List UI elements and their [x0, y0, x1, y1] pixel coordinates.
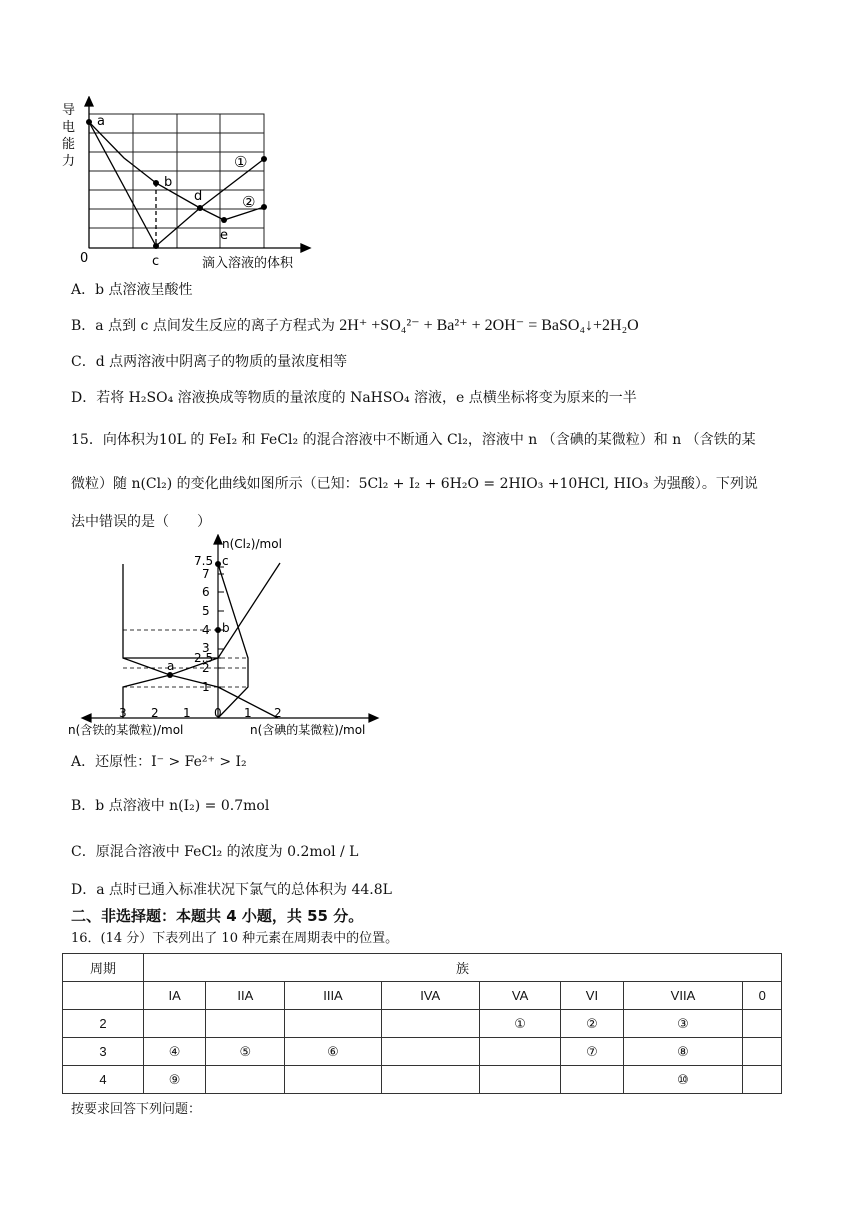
- fig1-curve-label-2: ②: [242, 193, 256, 211]
- table-cell: [743, 1066, 782, 1094]
- conductivity-figure: [60, 96, 320, 276]
- fig2-ytick: 4: [202, 623, 210, 637]
- table-cell: [285, 1010, 381, 1038]
- fig2-point-b: b: [222, 621, 230, 635]
- table-row: [63, 1066, 782, 1094]
- fig2-xtick-right: 1: [244, 706, 252, 720]
- header-group: 族: [144, 954, 782, 982]
- fig2-axes: [82, 535, 378, 722]
- group-label: IIA: [206, 982, 285, 1010]
- q16-intro: 16．(14 分）下表列出了 10 种元素在周期表中的位置。: [71, 931, 399, 946]
- q15-stem-line1: 15．向体积为10L 的 FeI₂ 和 FeCl₂ 的混合溶液中不断通入 Cl₂，溶液中 n （含碘的某微粒）和 n （含铁的某: [71, 432, 756, 448]
- table-cell: [479, 1066, 560, 1094]
- table-cell: ④: [144, 1038, 206, 1066]
- q15-option-a: A．还原性：I⁻ > Fe²⁺ > I₂: [71, 754, 247, 770]
- fig1-ylabel-char: 力: [62, 154, 76, 169]
- fig2-ytick: 2: [202, 661, 210, 675]
- table-cell: [743, 1038, 782, 1066]
- table-cell: ③: [623, 1010, 743, 1038]
- table-cell: [285, 1066, 381, 1094]
- q16-footer: 按要求回答下列问题：: [71, 1102, 202, 1117]
- section-heading: 二、非选择题：本题共 4 小题，共 55 分。: [71, 907, 364, 925]
- table-cell: ⑤: [206, 1038, 285, 1066]
- fig1-ylabel-char: 导: [62, 103, 76, 118]
- period-label: 4: [63, 1066, 144, 1094]
- fig2-ytick: 2.5: [194, 651, 214, 665]
- fig2-ytick: 5: [202, 604, 210, 618]
- table-cell: ⑥: [285, 1038, 381, 1066]
- table-cell: ①: [479, 1010, 560, 1038]
- group-label: IVA: [381, 982, 479, 1010]
- fig2-iron-curve: [123, 564, 170, 718]
- fig2-xlabel-left: n(含铁的某微粒)/mol: [68, 723, 184, 737]
- period-label: 3: [63, 1038, 144, 1066]
- table-cell: [381, 1010, 479, 1038]
- q15-option-c: C．原混合溶液中 FeCl₂ 的浓度为 0.2mol / L: [71, 844, 359, 860]
- table-row: [63, 1038, 782, 1066]
- fig1-point-b: b: [164, 175, 173, 190]
- fig1-xlabel: 滴入溶液的体积: [202, 256, 294, 271]
- table-cell: ②: [561, 1010, 623, 1038]
- fig1-point-e: e: [220, 228, 228, 243]
- fig1-origin: 0: [80, 251, 89, 266]
- fig2-xtick-right: 2: [274, 706, 282, 720]
- table-cell: [381, 1038, 479, 1066]
- fig1-ylabel-char: 电: [62, 120, 76, 135]
- q14-option-b-text: B．a 点到 c 点间发生反应的离子方程式为: [71, 318, 335, 334]
- fig1-point-d: d: [194, 189, 203, 204]
- fig2-ytick: 7.5: [194, 554, 214, 568]
- fig2-point-c: c: [222, 554, 229, 568]
- group-label: VA: [479, 982, 560, 1010]
- fig1-axes: [85, 97, 310, 252]
- q14-option-a: A．b 点溶液呈酸性: [71, 282, 193, 298]
- fig2-xlabel-right: n(含碘的某微粒)/mol: [250, 723, 366, 737]
- fig2-xtick-right: 0: [214, 706, 222, 720]
- fig2-ytick-labels: [194, 554, 213, 694]
- fig2-xtick-left: 3: [119, 706, 127, 720]
- header-period: 周期: [63, 954, 144, 982]
- q15-option-d: D．a 点时已通入标准状况下氯气的总体积为 44.8L: [71, 882, 392, 898]
- period-label: 2: [63, 1010, 144, 1038]
- chlorine-figure: [66, 534, 386, 738]
- table-row: [63, 1010, 782, 1038]
- group-label: IIIA: [285, 982, 381, 1010]
- q14-option-b: [71, 316, 639, 336]
- q15-option-b: B．b 点溶液中 n(I₂) = 0.7mol: [71, 798, 270, 814]
- fig2-xtick-left: 2: [151, 706, 159, 720]
- table-header-row: [63, 954, 782, 982]
- table-cell: [206, 1066, 285, 1094]
- fig2-ylabel: n(Cl₂)/mol: [222, 537, 282, 551]
- fig2-ytick: 1: [202, 680, 210, 694]
- table-groups-row: [63, 982, 782, 1010]
- table-cell: [144, 1010, 206, 1038]
- q15-stem-line2: 微粒）随 n(Cl₂) 的变化曲线如图所示（已知：5Cl₂ + I₂ + 6H₂O = 2HIO₃ +10HCl, HIO₃ 为强酸）。下列说: [71, 476, 758, 492]
- q14-option-c: C．d 点两溶液中阴离子的物质的量浓度相等: [71, 354, 348, 370]
- group-label: 0: [743, 982, 782, 1010]
- group-label: VI: [561, 982, 623, 1010]
- group-label: VIIA: [623, 982, 743, 1010]
- fig2-ytick: 7: [202, 567, 210, 581]
- fig2-point-a: a: [167, 659, 175, 673]
- table-cell: [561, 1066, 623, 1094]
- fig1-point-c: c: [152, 254, 160, 269]
- table-cell: [743, 1010, 782, 1038]
- table-cell: [63, 982, 144, 1010]
- table-cell: ⑦: [561, 1038, 623, 1066]
- fig2-iodine-curve-2: [218, 563, 280, 658]
- periodic-table: [62, 953, 782, 1094]
- fig1-ylabel-char: 能: [62, 137, 76, 152]
- table-cell: ⑧: [623, 1038, 743, 1066]
- table-cell: [206, 1010, 285, 1038]
- fig1-curve-label-1: ①: [234, 153, 248, 171]
- fig2-xtick-left: 1: [183, 706, 191, 720]
- q14-option-b-equation: 2H⁺ +SO₄²⁻ + Ba²⁺ + 2OH⁻ = BaSO₄↓+2H₂O: [339, 317, 639, 334]
- table-cell: ⑩: [623, 1066, 743, 1094]
- table-cell: [381, 1066, 479, 1094]
- table-cell: ⑨: [144, 1066, 206, 1094]
- group-label: IA: [144, 982, 206, 1010]
- q14-option-d: D．若将 H₂SO₄ 溶液换成等物质的量浓度的 NaHSO₄ 溶液，e 点横坐标将变为原来的一半: [71, 390, 637, 406]
- q15-stem-line3: 法中错误的是（ ）: [71, 514, 211, 530]
- fig1-point-a: a: [97, 114, 105, 129]
- fig2-ytick: 6: [202, 585, 210, 599]
- fig2-ytick: 3: [202, 641, 210, 655]
- table-cell: [479, 1038, 560, 1066]
